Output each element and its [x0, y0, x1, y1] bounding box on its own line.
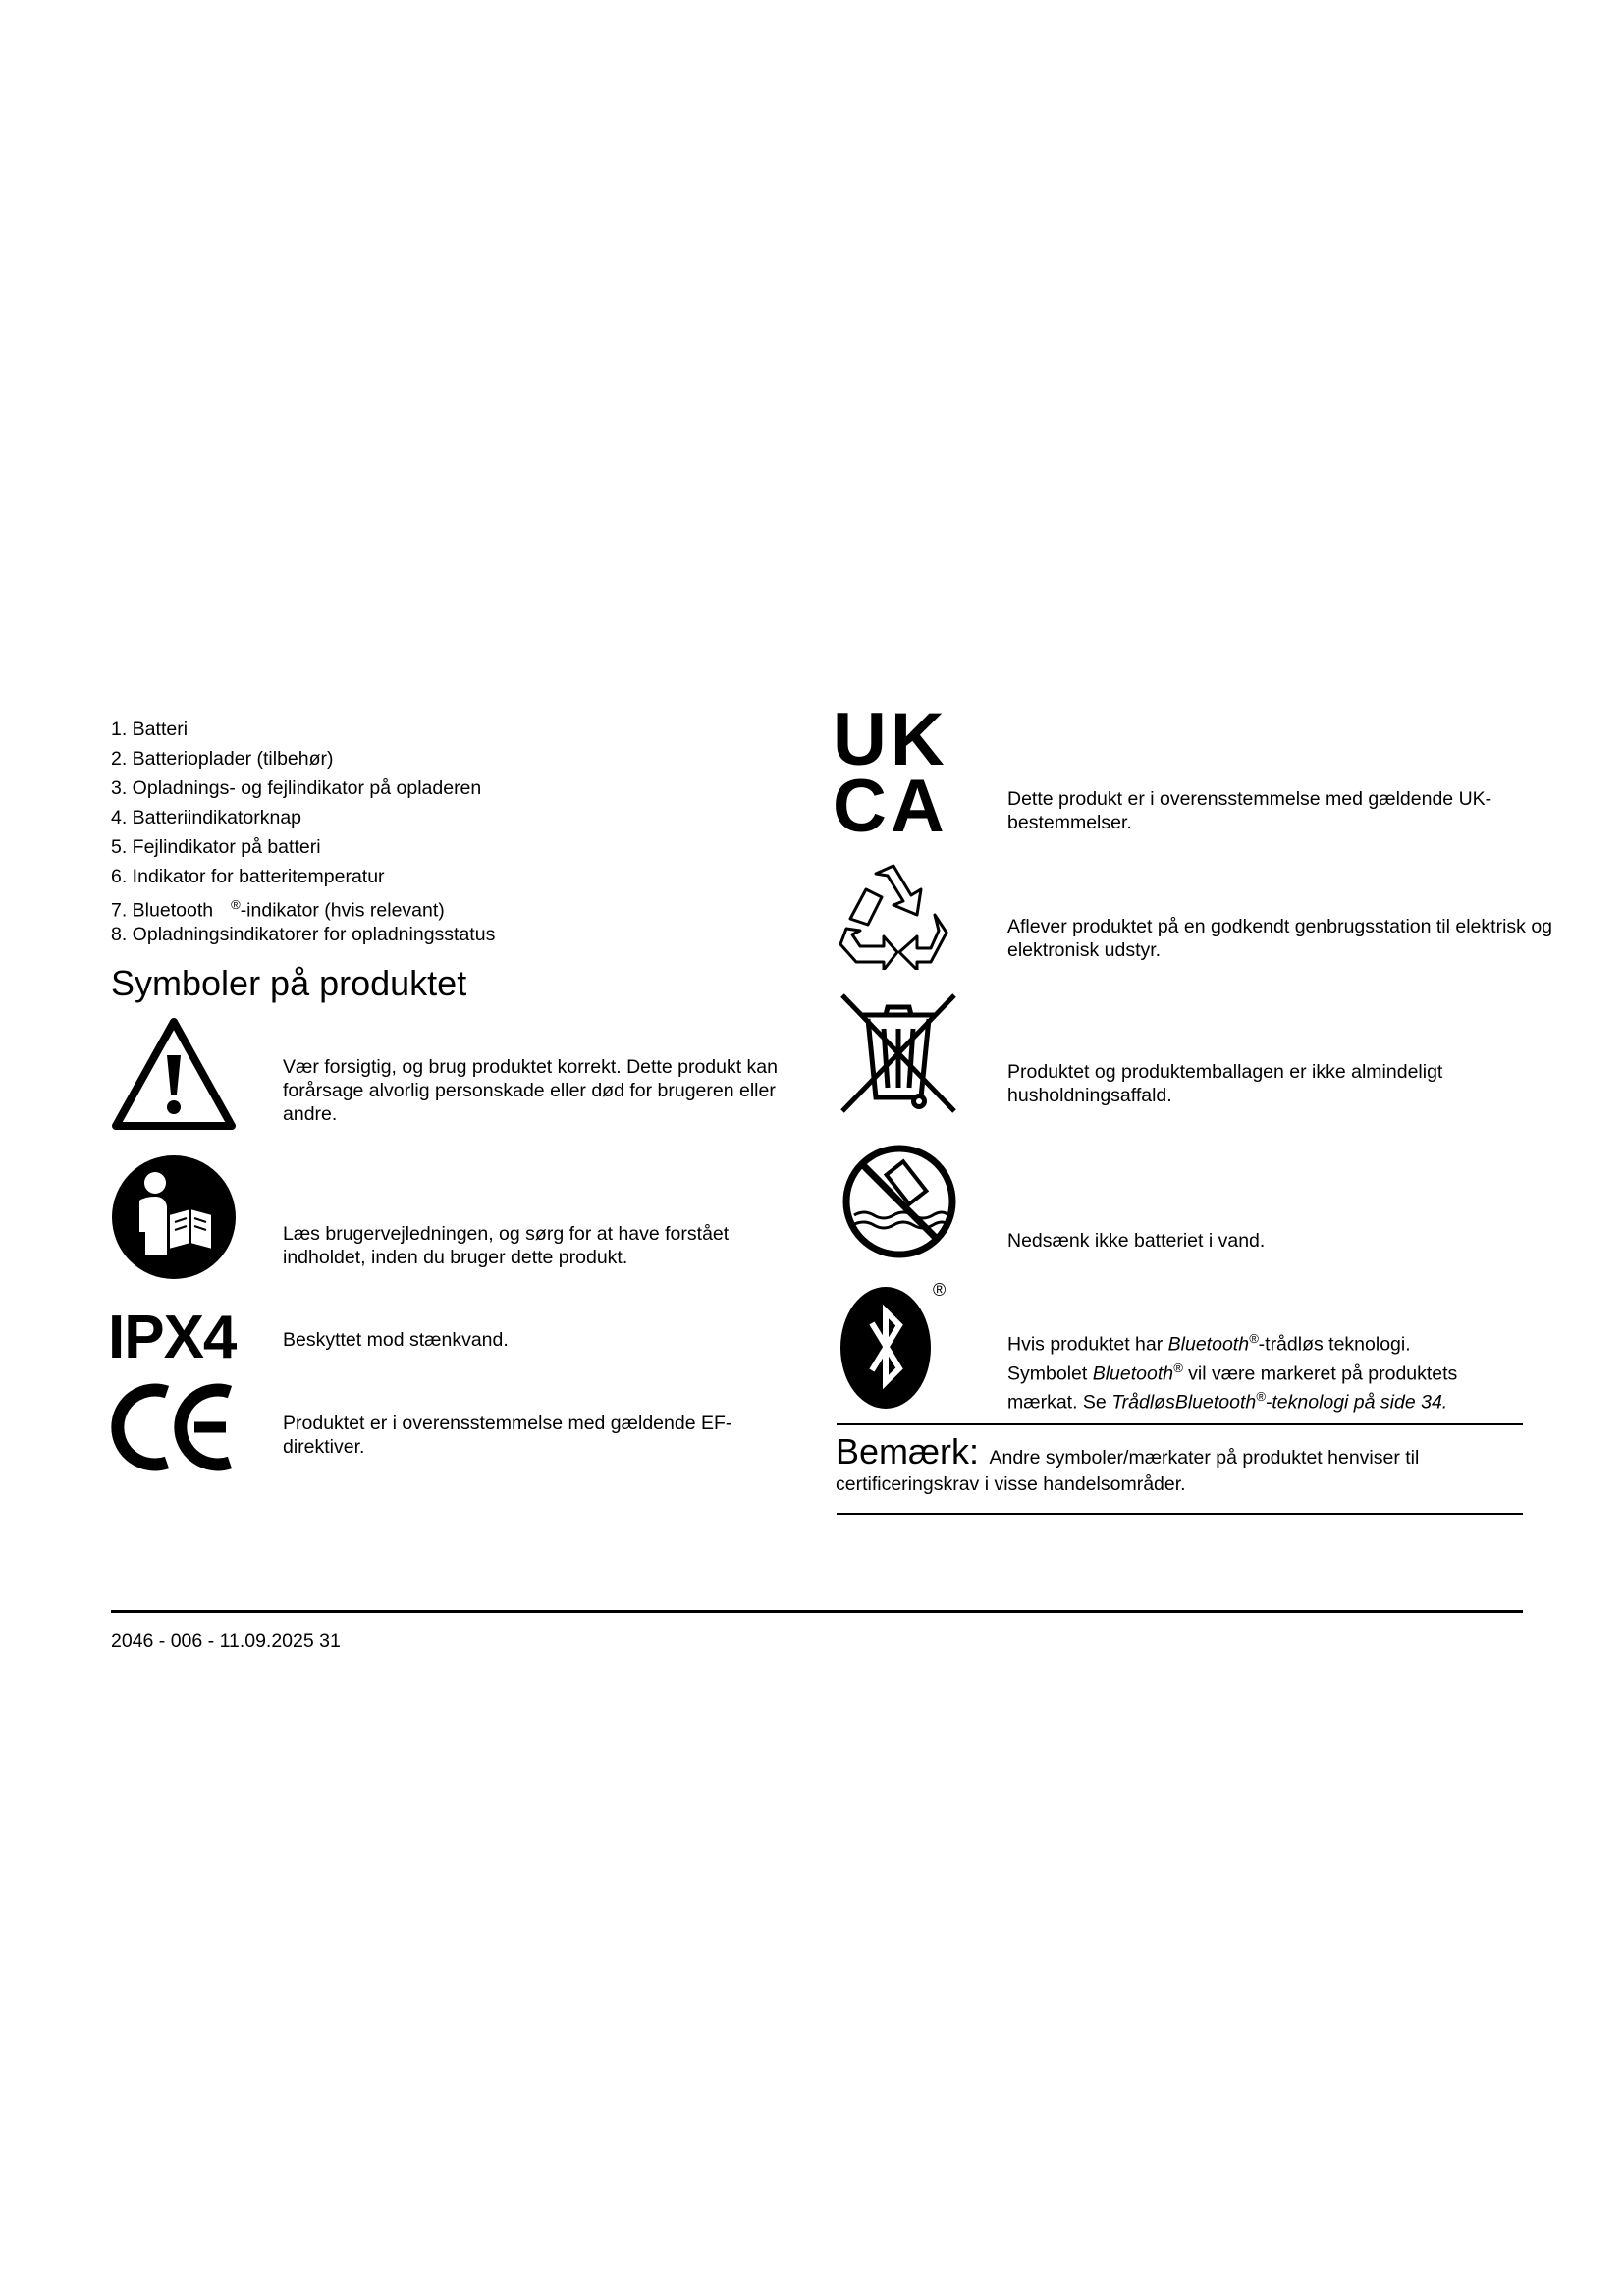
bluetooth-icon — [837, 1282, 935, 1410]
ce-mark-icon — [110, 1382, 240, 1472]
text-run: TrådløsBluetooth — [1111, 1391, 1257, 1414]
text-run: Hvis produktet har — [1007, 1333, 1168, 1356]
note-box — [836, 1431, 1523, 1472]
registered-mark: ® — [1249, 1331, 1259, 1346]
no-water-description: Nedsænk ikke batteriet i vand. — [1007, 1230, 1266, 1252]
list-item: 5. Fejlindikator på batteri — [111, 836, 321, 858]
text-run: -teknologi på side 34. — [1265, 1391, 1448, 1414]
list-item: 1. Batteri — [111, 719, 189, 740]
warning-description: Vær forsigtig, og brug produktet korrekt. Dette produkt kan forårsage alvorlig personskade eller død for brugeren eller andre. — [283, 1056, 779, 1125]
list-item: 3. Opladnings- og fejlindikator på opladeren — [111, 777, 482, 799]
list-item-prefix: 7. Bluetooth — [111, 899, 214, 922]
note-label: Bemærk: — [836, 1431, 980, 1471]
list-item: 4. Batteriindikatorknap — [111, 807, 302, 828]
section-title: Symboler på produktet — [111, 963, 467, 1003]
ukca-description: Dette produkt er i overensstemmelse med gældende UK-bestemmelser. — [1007, 788, 1492, 833]
footer-rule — [111, 1610, 1523, 1613]
page-footer: 2046 - 006 - 11.09.2025 31 — [111, 1630, 341, 1652]
read-manual-icon — [110, 1153, 238, 1281]
bluetooth-line — [1007, 1385, 1577, 1415]
note-text: Andre symboler/mærkater på produktet henviser til — [989, 1447, 1420, 1468]
registered-mark: ® — [1256, 1389, 1266, 1404]
no-water-immersion-icon — [840, 1143, 958, 1260]
ukca-logo-top: UK — [833, 698, 948, 781]
crossed-bin-icon — [837, 989, 960, 1117]
ukca-logo-bottom: CA — [833, 765, 948, 848]
text-run: -trådløs teknologi. — [1258, 1333, 1411, 1356]
text-run: vil være markeret på produktets — [1182, 1362, 1458, 1384]
bluetooth-line — [1007, 1327, 1577, 1357]
registered-mark: ® — [1173, 1360, 1183, 1375]
note-bottom-rule — [837, 1513, 1523, 1515]
text-run: mærkat. Se — [1007, 1391, 1112, 1414]
text-run: Bluetooth — [1092, 1362, 1174, 1384]
ce-description: Produktet er i overensstemmelse med gældende EF-direktiver. — [283, 1413, 732, 1458]
ukca-mark-icon — [833, 698, 948, 848]
note-top-rule — [837, 1423, 1523, 1425]
recycle-description: Aflever produktet på en godkendt genbrugsstation til elektrisk og elektronisk udstyr. — [1007, 916, 1553, 961]
ipx4-label: IPX4 — [108, 1304, 237, 1371]
list-item-suffix: -indikator (hvis relevant) — [240, 899, 445, 922]
weee-description: Produktet og produktemballagen er ikke almindeligt husholdningsaffald. — [1007, 1061, 1443, 1106]
list-item: 2. Batterioplader (tilbehør) — [111, 748, 334, 770]
bluetooth-line — [1007, 1357, 1577, 1386]
warning-icon — [110, 1016, 238, 1132]
registered-mark: ® — [933, 1280, 947, 1300]
bluetooth-description — [1007, 1327, 1577, 1415]
text-run: Bluetooth — [1167, 1333, 1250, 1356]
list-item: 6. Indikator for batteritemperatur — [111, 866, 385, 887]
note-text-continued: certificeringskrav i visse handelsområder. — [836, 1473, 1186, 1495]
recycle-icon — [837, 860, 954, 970]
text-run: Symbolet — [1007, 1362, 1093, 1384]
ipx4-description: Beskyttet mod stænkvand. — [283, 1329, 509, 1351]
manual-description: Læs brugervejledningen, og sørg for at have forstået indholdet, inden du bruger dette produkt. — [283, 1223, 730, 1268]
registered-mark: ® — [231, 897, 241, 912]
list-item-bluetooth — [111, 893, 445, 923]
list-item: 8. Opladningsindikatorer for opladningsstatus — [111, 924, 496, 945]
